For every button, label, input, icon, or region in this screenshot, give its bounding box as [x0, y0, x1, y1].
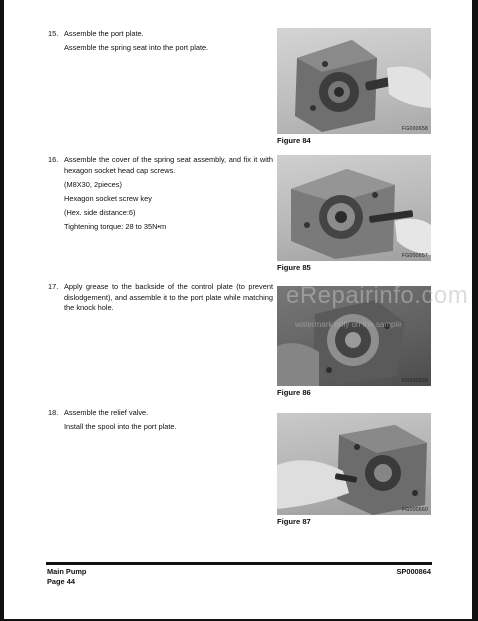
figure-caption: Figure 85 — [277, 263, 311, 272]
step-text: Assemble the relief valve. — [64, 408, 149, 417]
page-border-left — [0, 0, 4, 621]
figure-photo — [277, 155, 431, 261]
figure-code: FG000657 — [401, 253, 428, 259]
step-18 — [48, 408, 273, 436]
figure-87 — [277, 413, 431, 526]
figure-photo — [277, 413, 431, 515]
figure-85 — [277, 155, 431, 272]
step-number: 17. — [48, 282, 59, 291]
footer-page-number: Page 44 — [47, 577, 75, 586]
watermark-site: eRepairinfo.com — [286, 282, 469, 309]
step-15 — [48, 29, 273, 57]
figure-code: FG000658 — [401, 126, 428, 132]
page-border-right — [472, 0, 478, 621]
figure-code: FG000660 — [401, 507, 428, 513]
figure-caption: Figure 84 — [277, 136, 311, 145]
step-17 — [48, 282, 273, 317]
step-spec: (Hex. side distance:6) — [64, 207, 136, 217]
step-text: Assemble the spring seat into the port plate. — [64, 43, 209, 52]
figure-caption: Figure 86 — [277, 388, 311, 397]
watermark-note: watermark only on the sample — [295, 320, 402, 329]
step-torque: Tightening torque: 28 to 35N•m — [64, 221, 167, 231]
step-text: Assemble the cover of the spring seat assembly, and fix it with hexagon socket head cap screws. — [64, 155, 273, 175]
step-number: 16. — [48, 155, 59, 164]
footer-section: Main Pump — [47, 567, 87, 576]
step-16 — [48, 155, 273, 236]
step-number: 18. — [48, 408, 59, 417]
step-text: Apply grease to the backside of the control plate (to prevent dislodgement), and assemble it to the port plate while matching the knock hole. — [64, 282, 273, 312]
step-spec: (M8X30, 2pieces) — [64, 179, 122, 189]
step-number: 15. — [48, 29, 59, 38]
footer-doc-code: SP000864 — [396, 567, 431, 576]
step-text: Install the spool into the port plate. — [64, 422, 177, 431]
step-text: Assemble the port plate. — [64, 29, 144, 38]
footer-rule — [46, 562, 432, 565]
step-tool: Hexagon socket screw key — [64, 193, 152, 203]
figure-code: FG000659 — [401, 378, 428, 384]
figure-photo — [277, 28, 431, 134]
figure-caption: Figure 87 — [277, 517, 311, 526]
figure-84 — [277, 28, 431, 145]
